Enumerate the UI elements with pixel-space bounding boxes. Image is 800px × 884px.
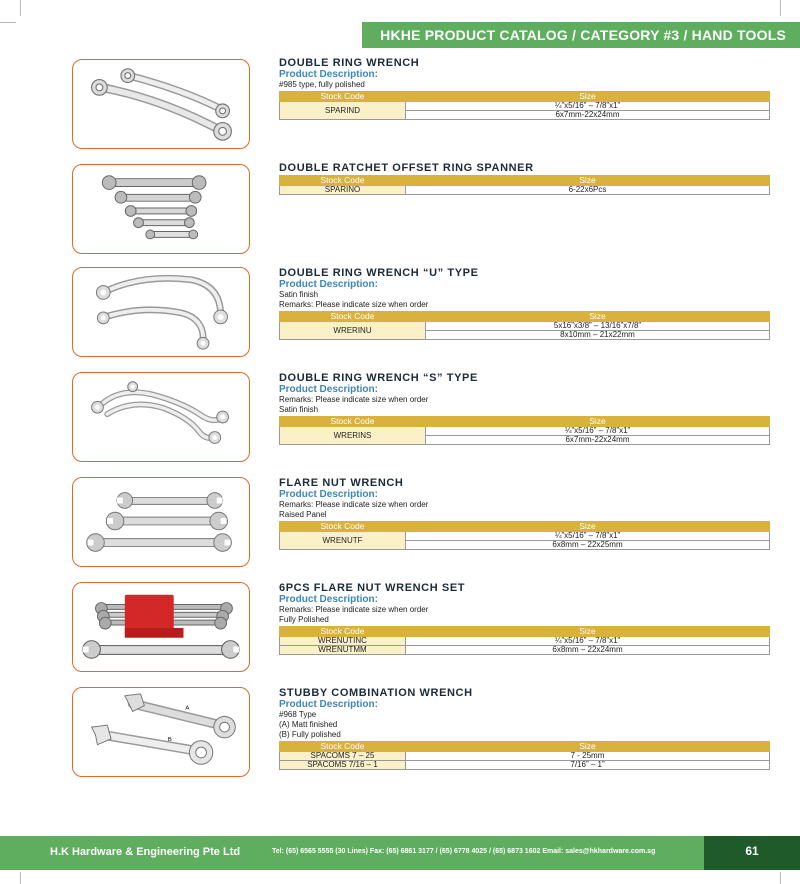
stock-code-cell: SPARIND	[280, 102, 406, 120]
page-number: 61	[704, 836, 800, 870]
product-image	[72, 59, 250, 149]
product-description-line: Satin finish	[279, 290, 319, 299]
product-image	[72, 477, 250, 567]
size-cell: 8x10mm – 21x22mm	[426, 331, 770, 340]
column-header-stock-code: Stock Code	[280, 627, 406, 637]
stock-code-cell: WRERINU	[280, 322, 426, 340]
product-info	[279, 372, 769, 445]
size-cell: 6x7mm-22x24mm	[426, 436, 770, 445]
spec-table	[279, 311, 770, 340]
column-header-stock-code: Stock Code	[280, 417, 426, 427]
stock-code-cell: SPACOMS 7 – 25	[280, 752, 406, 761]
spec-table	[279, 521, 770, 550]
crop-mark	[780, 872, 781, 884]
column-header-size: Size	[426, 417, 770, 427]
column-header-stock-code: Stock Code	[280, 176, 406, 186]
product-description-label: Product Description:	[279, 489, 378, 500]
stock-code-cell: WRENUTF	[280, 532, 406, 550]
product-description-label: Product Description:	[279, 384, 378, 395]
size-cell: ¼”x5/16” – 7/8”x1”	[406, 637, 770, 646]
column-header-size: Size	[406, 742, 770, 752]
column-header-stock-code: Stock Code	[280, 312, 426, 322]
stock-code-cell: WRERINS	[280, 427, 426, 445]
label-b: B	[167, 736, 172, 743]
column-header-stock-code: Stock Code	[280, 92, 406, 102]
product-image	[72, 372, 250, 462]
spec-table	[279, 741, 770, 770]
product-description-label: Product Description:	[279, 69, 378, 80]
column-header-stock-code: Stock Code	[280, 522, 406, 532]
product-description-line: #968 Type	[279, 710, 317, 719]
product-description-line: #985 type, fully polished	[279, 80, 365, 89]
company-name: H.K Hardware & Engineering Pte Ltd	[50, 846, 241, 858]
product-description-line: Fully Polished	[279, 615, 329, 624]
product-info	[279, 582, 769, 655]
product-description-line: (A) Matt finished	[279, 720, 338, 729]
column-header-size: Size	[406, 176, 770, 186]
contact-info: Tel: (65) 6565 5555 (30 Lines) Fax: (65) 6861 3177 / (65) 6778 4025 / (65) 6873 1602 Email: sales@hkhardware.com.sg	[272, 848, 656, 855]
catalog-header: HKHE PRODUCT CATALOG / CATEGORY #3 / HAND TOOLS	[362, 22, 800, 48]
size-cell: 6x8mm – 22x24mm	[406, 646, 770, 655]
product-title: DOUBLE RING WRENCH	[279, 57, 420, 69]
stock-code-cell: SPACOMS 7/16 – 1	[280, 761, 406, 770]
column-header-size: Size	[406, 92, 770, 102]
stock-code-cell: WRENUTINC	[280, 637, 406, 646]
product-info	[279, 57, 769, 120]
product-info	[279, 477, 769, 550]
spec-table	[279, 626, 770, 655]
product-image	[72, 267, 250, 357]
size-cell: 6x8mm – 22x25mm	[406, 541, 770, 550]
product-title: DOUBLE RATCHET OFFSET RING SPANNER	[279, 162, 534, 174]
product-description-line: Remarks: Please indicate size when order	[279, 395, 429, 404]
spec-table	[279, 416, 770, 445]
size-cell: 5x16”x3/8” – 13/16”x7/8”	[426, 322, 770, 331]
product-description-label: Product Description:	[279, 699, 378, 710]
product-description-line: Remarks: Please indicate size when order	[279, 300, 429, 309]
product-image	[72, 687, 250, 777]
product-title: STUBBY COMBINATION WRENCH	[279, 687, 473, 699]
product-description-line: Remarks: Please indicate size when order	[279, 500, 429, 509]
product-image	[72, 164, 250, 254]
product-title: DOUBLE RING WRENCH “S” TYPE	[279, 372, 478, 384]
size-cell: 7/16” – 1”	[406, 761, 770, 770]
product-description-label: Product Description:	[279, 594, 378, 605]
stock-code-cell: WRENUTMM	[280, 646, 406, 655]
spec-table	[279, 91, 770, 120]
spec-table	[279, 175, 770, 195]
crop-mark	[780, 0, 781, 16]
stock-code-cell: SPARINO	[280, 186, 406, 195]
product-info	[279, 267, 769, 340]
column-header-size: Size	[406, 627, 770, 637]
product-info	[279, 687, 769, 770]
product-title: 6PCS FLARE NUT WRENCH SET	[279, 582, 466, 594]
size-cell: ¼”x5/16” – 7/8”x1”	[426, 427, 770, 436]
size-cell: ¼”x5/16” – 7/8”x1”	[406, 102, 770, 111]
size-cell: 6-22x6Pcs	[406, 186, 770, 195]
crop-mark	[0, 22, 16, 23]
crop-mark	[20, 872, 21, 884]
product-title: FLARE NUT WRENCH	[279, 477, 404, 489]
label-a: A	[185, 705, 190, 712]
size-cell: 7 - 25mm	[406, 752, 770, 761]
product-image	[72, 582, 250, 672]
product-description-line: Remarks: Please indicate size when order	[279, 605, 429, 614]
size-cell: 6x7mm-22x24mm	[406, 111, 770, 120]
column-header-stock-code: Stock Code	[280, 742, 406, 752]
product-info	[279, 162, 769, 195]
column-header-size: Size	[426, 312, 770, 322]
column-header-size: Size	[406, 522, 770, 532]
product-description-line: (B) Fully polished	[279, 730, 341, 739]
page-footer	[0, 836, 800, 870]
crop-mark	[20, 0, 21, 16]
product-title: DOUBLE RING WRENCH “U” TYPE	[279, 267, 479, 279]
product-description-label: Product Description:	[279, 279, 378, 290]
product-description-line: Raised Panel	[279, 510, 327, 519]
size-cell: ¼”x5/16” – 7/8”x1”	[406, 532, 770, 541]
product-description-line: Satin finish	[279, 405, 319, 414]
